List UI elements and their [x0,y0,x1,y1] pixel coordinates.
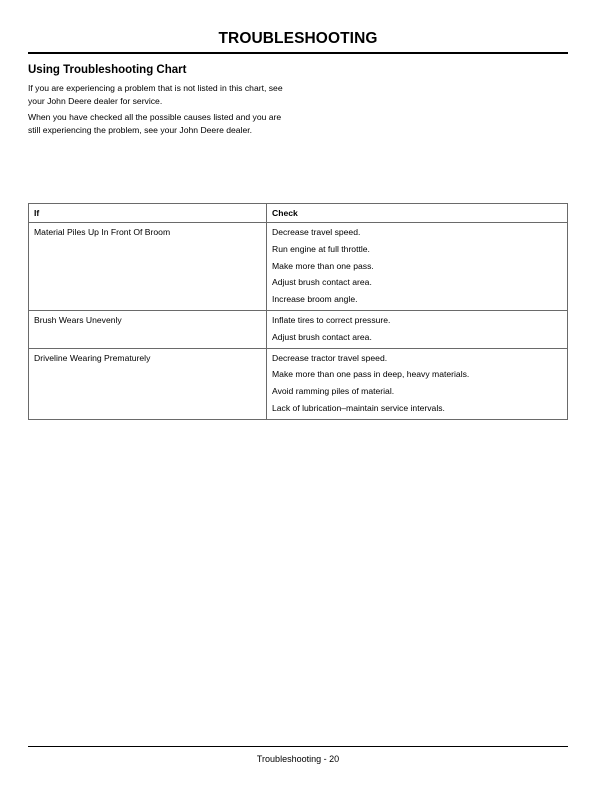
header-if: If [29,204,267,223]
check-item: Inflate tires to correct pressure. [272,314,391,325]
check-item: Lack of lubrication–maintain service intervals. [272,402,445,413]
section-heading: Using Troubleshooting Chart [28,64,187,76]
page-footer: Troubleshooting - 20 [256,754,340,764]
check-item: Make more than one pass in deep, heavy materials. [272,369,470,380]
check-item: Adjust brush contact area. [272,277,372,288]
check-cell [267,310,568,348]
check-item: Adjust brush contact area. [272,331,372,342]
table-row [29,348,568,419]
if-cell [29,310,267,348]
intro-paragraph-2: When you have checked all the possible causes listed and you are still experiencing the problem, see your John Deere dealer. [28,112,282,135]
table-header-row [29,204,568,223]
check-cell [267,223,568,311]
problem-text: Brush Wears Unevenly [34,314,122,325]
problem-text: Driveline Wearing Prematurely [34,352,151,363]
intro-paragraph-1: If you are experiencing a problem that is not listed in this chart, see your John Deere dealer for service. [28,83,283,106]
check-cell [267,348,568,419]
check-item: Decrease tractor travel speed. [272,352,388,363]
check-item: Increase broom angle. [272,294,358,305]
header-check: Check [267,204,568,223]
check-item: Make more than one pass. [272,260,374,271]
footer-divider [28,746,568,747]
check-item: Run engine at full throttle. [272,243,370,254]
table-row [29,310,568,348]
title-divider [28,52,568,54]
if-cell [29,223,267,311]
table-row [29,223,568,311]
if-cell [29,348,267,419]
problem-text: Material Piles Up In Front Of Broom [34,227,171,237]
troubleshooting-table [28,203,568,420]
check-item: Avoid ramming piles of material. [272,386,395,397]
check-item: Decrease travel speed. [272,227,361,237]
page-title: TROUBLESHOOTING [218,30,378,47]
